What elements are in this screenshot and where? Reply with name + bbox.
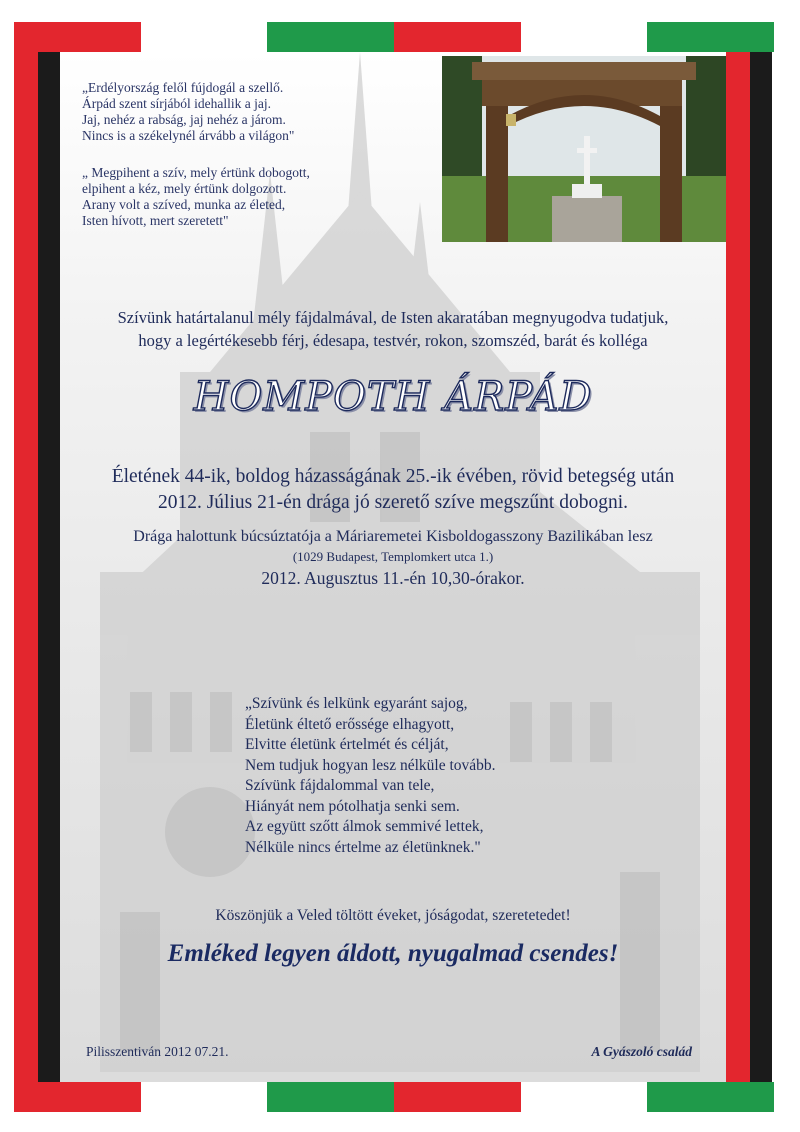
- strip-white-segment: [521, 22, 648, 52]
- opening-poems: [82, 80, 412, 250]
- left-black-bar: [38, 52, 60, 1082]
- memorial-poem: [245, 694, 496, 858]
- poem-line: Nincs is a székelynél árvább a világon": [82, 128, 295, 143]
- gate-photo-illustration: [442, 56, 726, 242]
- poem-line: Árpád szent sírjából idehallik a jaj.: [82, 96, 271, 111]
- right-red-bar: [726, 52, 750, 1082]
- left-red-bar: [14, 52, 38, 1082]
- poem-line: Isten hívott, mert szeretett": [82, 213, 229, 228]
- top-tricolor-strip: [14, 22, 774, 52]
- intro-line: hogy a legértékesebb férj, édesapa, testvér, rokon, szomszéd, barát és kolléga: [138, 331, 648, 350]
- announcement-intro: [60, 306, 726, 352]
- strip-green-segment: [647, 22, 774, 52]
- poem-stanza-2: [82, 165, 412, 229]
- poem-line: Hiányát nem pótolhatja senki sem.: [245, 797, 460, 815]
- strip-red-segment: [14, 1082, 141, 1112]
- strip-green-segment: [647, 1082, 774, 1112]
- deceased-name: HOMPOTH ÁRPÁD: [193, 374, 593, 420]
- life-line: 2012. Július 21-én drága jó szerető szíve megszűnt dobogni.: [157, 492, 629, 513]
- poem-line: Arany volt a szíved, munka az életed,: [82, 197, 286, 212]
- strip-white-segment: [521, 1082, 648, 1112]
- szekely-gate-photo: [442, 56, 726, 242]
- family-signature: A Gyászoló család: [591, 1044, 692, 1059]
- poem-line: „ Megpihent a szív, mely értünk dobogott,: [82, 165, 310, 180]
- bottom-tricolor-strip: [14, 1082, 774, 1112]
- strip-green-segment: [267, 22, 394, 52]
- poem-stanza-1: [82, 80, 412, 144]
- poem-line: Életünk éltető erőssége elhagyott,: [245, 715, 455, 733]
- thanks-line: Köszönjük a Veled töltött éveket, jóságodat, szeretetedet!: [215, 907, 571, 924]
- life-details: [60, 464, 726, 516]
- strip-red-segment: [14, 22, 141, 52]
- place-and-date: Pilisszentiván 2012 07.21.: [86, 1044, 229, 1059]
- poem-line: Nélküle nincs értelme az életünknek.": [245, 838, 481, 856]
- poem-line: Az együtt szőtt álmok semmivé lettek,: [245, 818, 484, 835]
- blessing-line: Emléked legyen áldott, nyugalmad csendes!: [167, 940, 619, 967]
- strip-red-segment: [394, 1082, 521, 1112]
- obituary-page: [60, 52, 726, 1082]
- funeral-date: 2012. Augusztus 11.-én 10,30-órakor.: [261, 568, 525, 588]
- poem-line: „Szívünk és lelkünk egyaránt sajog,: [245, 695, 468, 712]
- funeral-details: [60, 526, 726, 590]
- life-line: Életének 44-ik, boldog házasságának 25.-ik évében, rövid betegség után: [111, 466, 675, 487]
- strip-white-segment: [141, 22, 268, 52]
- poem-line: „Erdélyország felől fújdogál a szellő.: [82, 80, 284, 95]
- funeral-address: (1029 Budapest, Templomkert utca 1.): [292, 549, 494, 564]
- funeral-line: Drága halottunk búcsúztatója a Máriaremetei Kisboldogasszony Bazilikában lesz: [133, 528, 653, 545]
- poem-line: Elvitte életünk értelmét és célját,: [245, 736, 449, 753]
- strip-white-segment: [141, 1082, 268, 1112]
- right-black-bar: [750, 52, 772, 1082]
- poem-line: elpihent a kéz, mely értünk dolgozott.: [82, 181, 287, 196]
- strip-red-segment: [394, 22, 521, 52]
- poem-line: Szívünk fájdalommal van tele,: [245, 777, 435, 794]
- poem-line: Jaj, nehéz a rabság, jaj nehéz a járom.: [82, 112, 286, 127]
- poem-line: Nem tudjuk hogyan lesz nélküle tovább.: [245, 756, 496, 774]
- strip-green-segment: [267, 1082, 394, 1112]
- intro-line: Szívünk határtalanul mély fájdalmával, de Isten akaratában megnyugodva tudatjuk,: [117, 308, 669, 327]
